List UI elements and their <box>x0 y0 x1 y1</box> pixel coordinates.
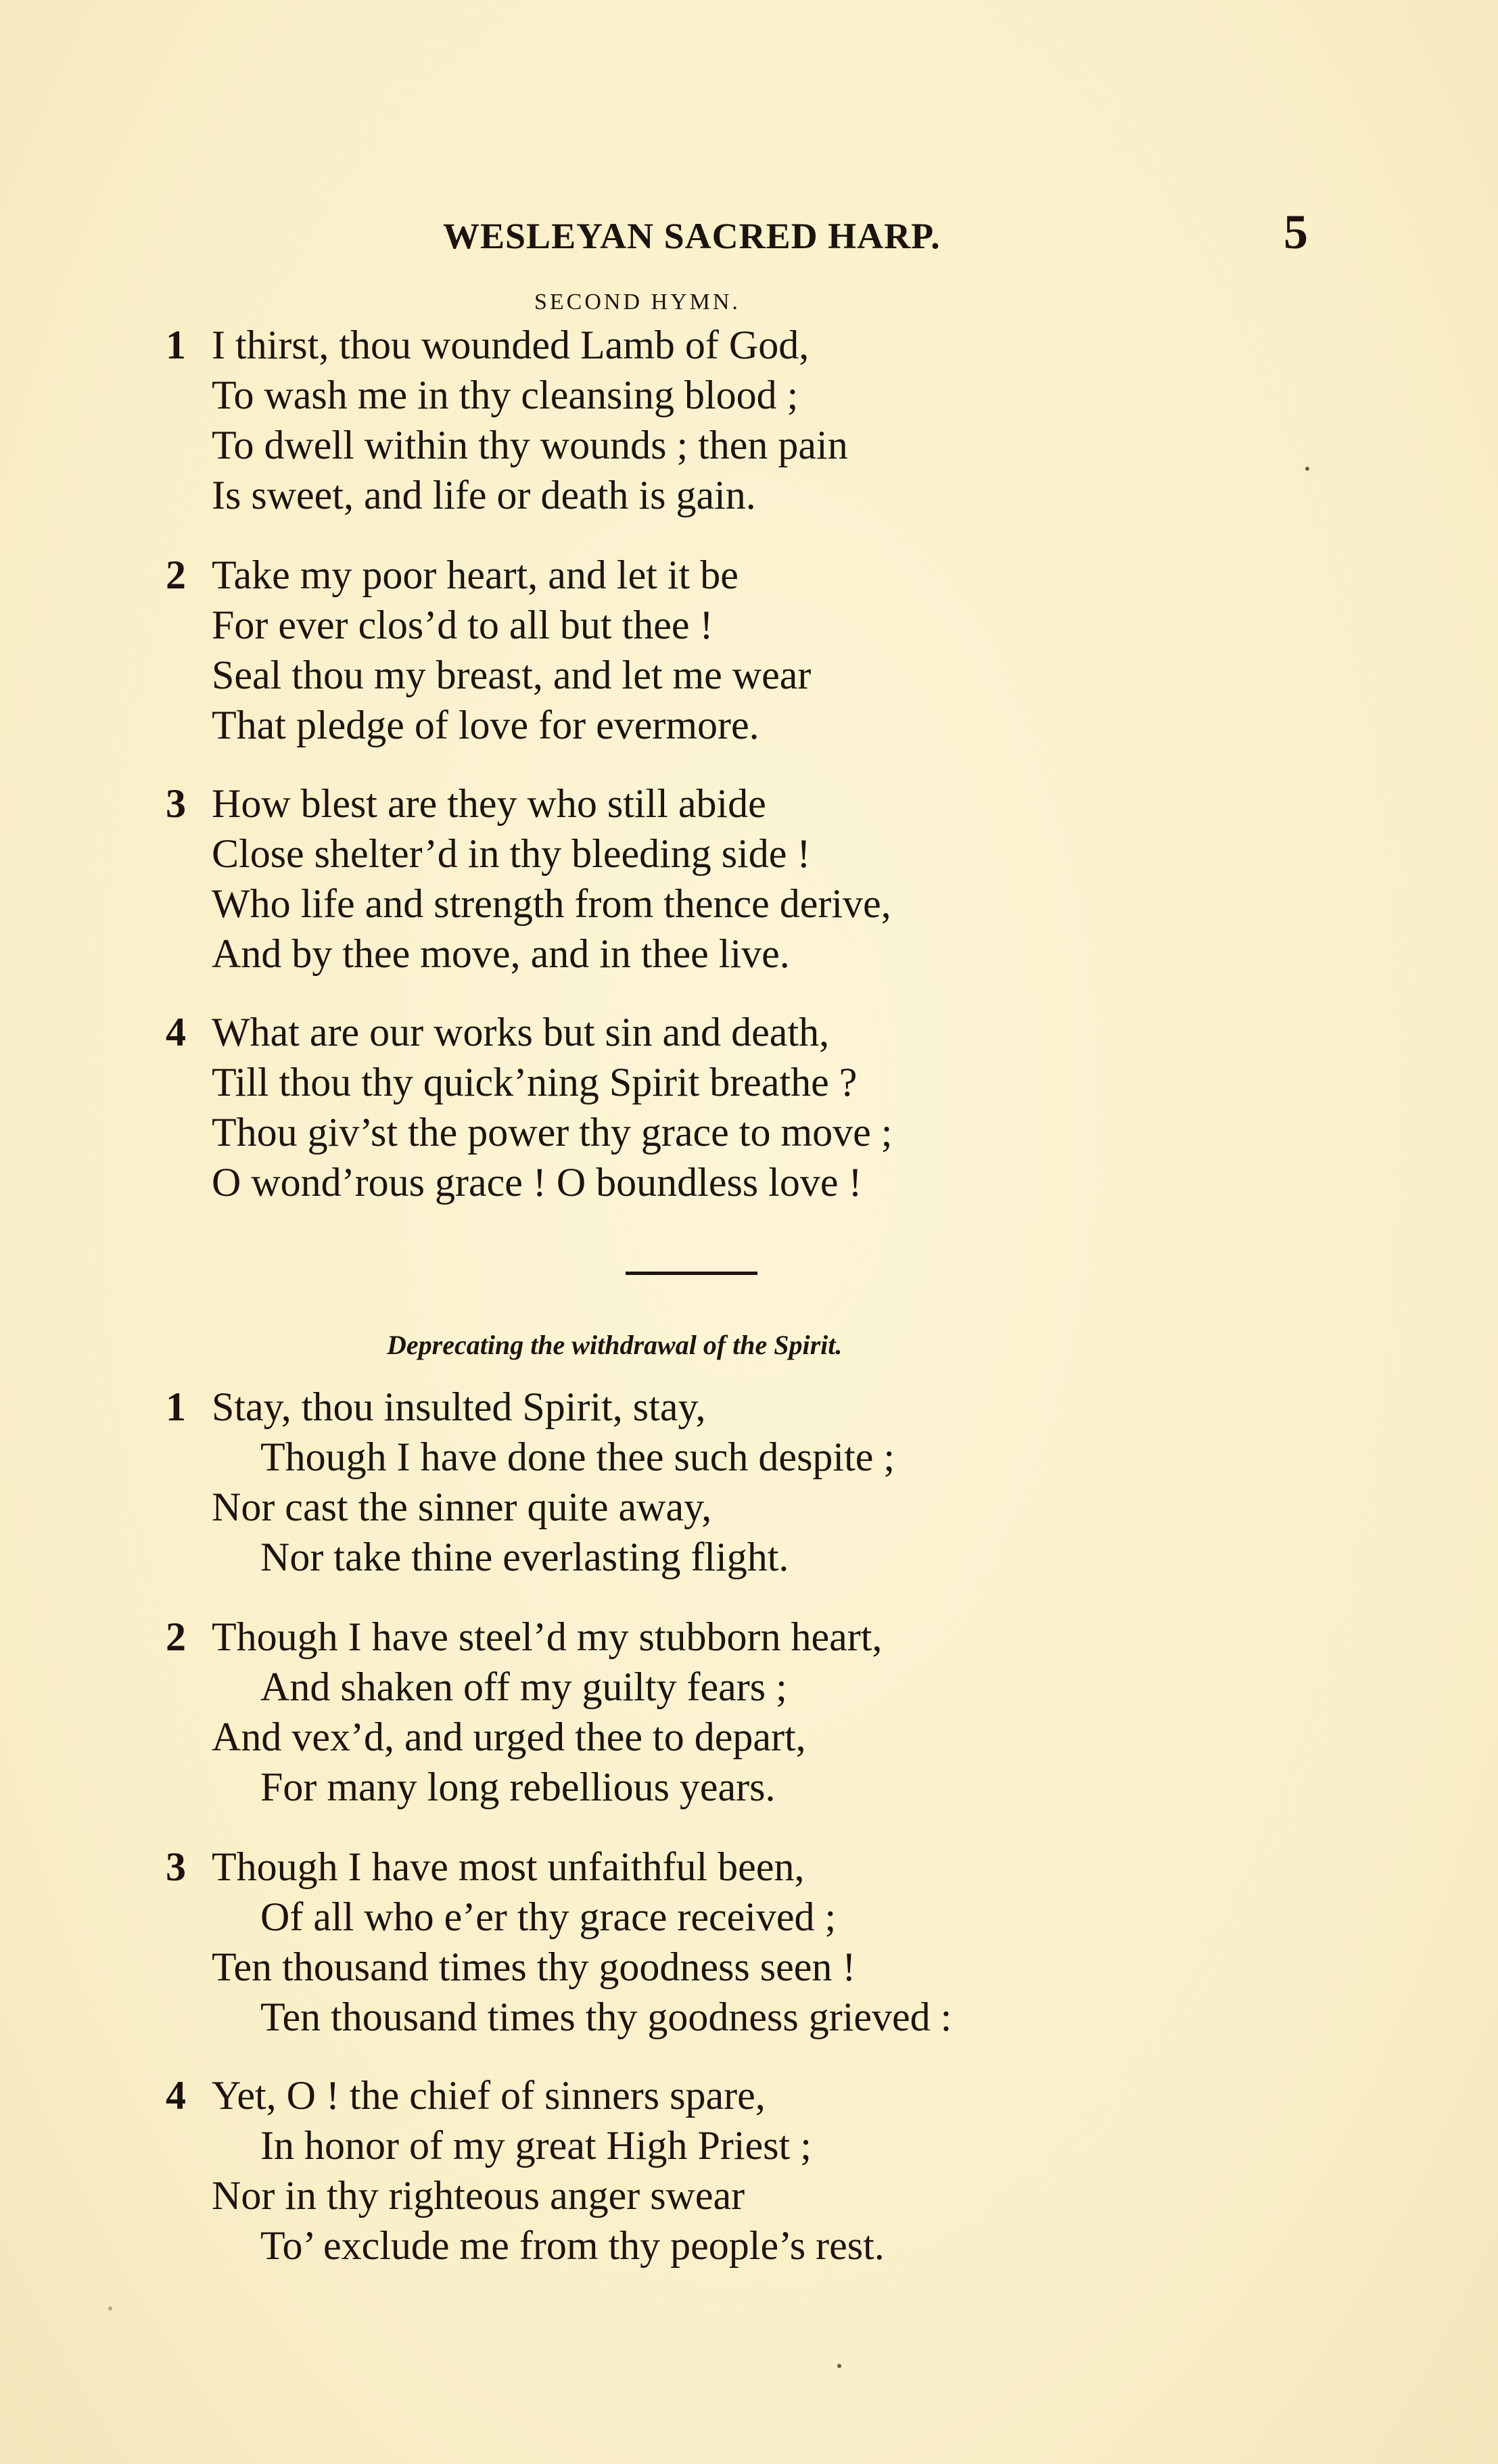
section-divider <box>626 1272 757 1275</box>
hymn-heading: Deprecating the withdrawal of the Spirit. <box>387 1330 843 1360</box>
stanza-number: 2 <box>166 553 186 597</box>
hymn-heading: SECOND HYMN. <box>534 289 741 315</box>
verse-line: Seal thou my breast, and let me wear <box>212 653 812 697</box>
verse-line: To dwell within thy wounds ; then pain <box>212 423 848 467</box>
verse-line: That pledge of love for evermore. <box>212 703 759 747</box>
verse-line: What are our works but sin and death, <box>212 1010 830 1054</box>
verse-line: Take my poor heart, and let it be <box>212 553 739 597</box>
stanza-number: 1 <box>166 1385 186 1429</box>
verse-line: Nor take thine everlasting flight. <box>260 1535 789 1579</box>
verse-line: I thirst, thou wounded Lamb of God, <box>212 323 810 367</box>
verse-line: Ten thousand times thy goodness seen ! <box>212 1945 856 1989</box>
verse-line: O wond’rous grace ! O boundless love ! <box>212 1160 862 1205</box>
verse-line: Though I have done thee such despite ; <box>260 1435 895 1479</box>
verse-line: For many long rebellious years. <box>260 1765 776 1809</box>
verse-line: Till thou thy quick’ning Spirit breathe ? <box>212 1060 858 1105</box>
verse-line: And by thee move, and in thee live. <box>212 931 790 976</box>
verse-line: To’ exclude me from thy people’s rest. <box>260 2223 885 2268</box>
stanza-number: 4 <box>166 1010 186 1054</box>
verse-line: Who life and strength from thence derive, <box>212 881 891 926</box>
stanza-number: 3 <box>166 781 186 826</box>
paper-speck <box>108 2306 112 2310</box>
verse-line: For ever clos’d to all but thee ! <box>212 603 713 647</box>
stanza-number: 4 <box>166 2073 186 2118</box>
verse-line: In honor of my great High Priest ; <box>260 2123 812 2168</box>
paper-speck <box>837 2364 841 2368</box>
verse-line: Ten thousand times thy goodness grieved : <box>260 1995 952 2039</box>
verse-line: Stay, thou insulted Spirit, stay, <box>212 1385 706 1429</box>
page-number: 5 <box>1284 205 1308 259</box>
running-head: WESLEYAN SACRED HARP. <box>443 216 941 256</box>
stanza-number: 3 <box>166 1844 186 1889</box>
verse-line: Nor cast the sinner quite away, <box>212 1485 712 1529</box>
verse-line: Is sweet, and life or death is gain. <box>212 473 756 517</box>
stanza-number: 1 <box>166 323 186 367</box>
verse-line: To wash me in thy cleansing blood ; <box>212 373 799 417</box>
verse-line: Close shelter’d in thy bleeding side ! <box>212 831 811 876</box>
verse-line: Though I have most unfaithful been, <box>212 1844 805 1889</box>
verse-line: And shaken off my guilty fears ; <box>260 1665 787 1709</box>
verse-line: Of all who e’er thy grace received ; <box>260 1895 837 1939</box>
verse-line: Nor in thy righteous anger swear <box>212 2173 745 2218</box>
stanza-number: 2 <box>166 1614 186 1659</box>
verse-line: And vex’d, and urged thee to depart, <box>212 1715 806 1759</box>
paper-speck <box>1305 467 1309 471</box>
verse-line: How blest are they who still abide <box>212 781 766 826</box>
verse-line: Yet, O ! the chief of sinners spare, <box>212 2073 766 2118</box>
verse-line: Thou giv’st the power thy grace to move ; <box>212 1110 893 1155</box>
verse-line: Though I have steel’d my stubborn heart, <box>212 1614 883 1659</box>
